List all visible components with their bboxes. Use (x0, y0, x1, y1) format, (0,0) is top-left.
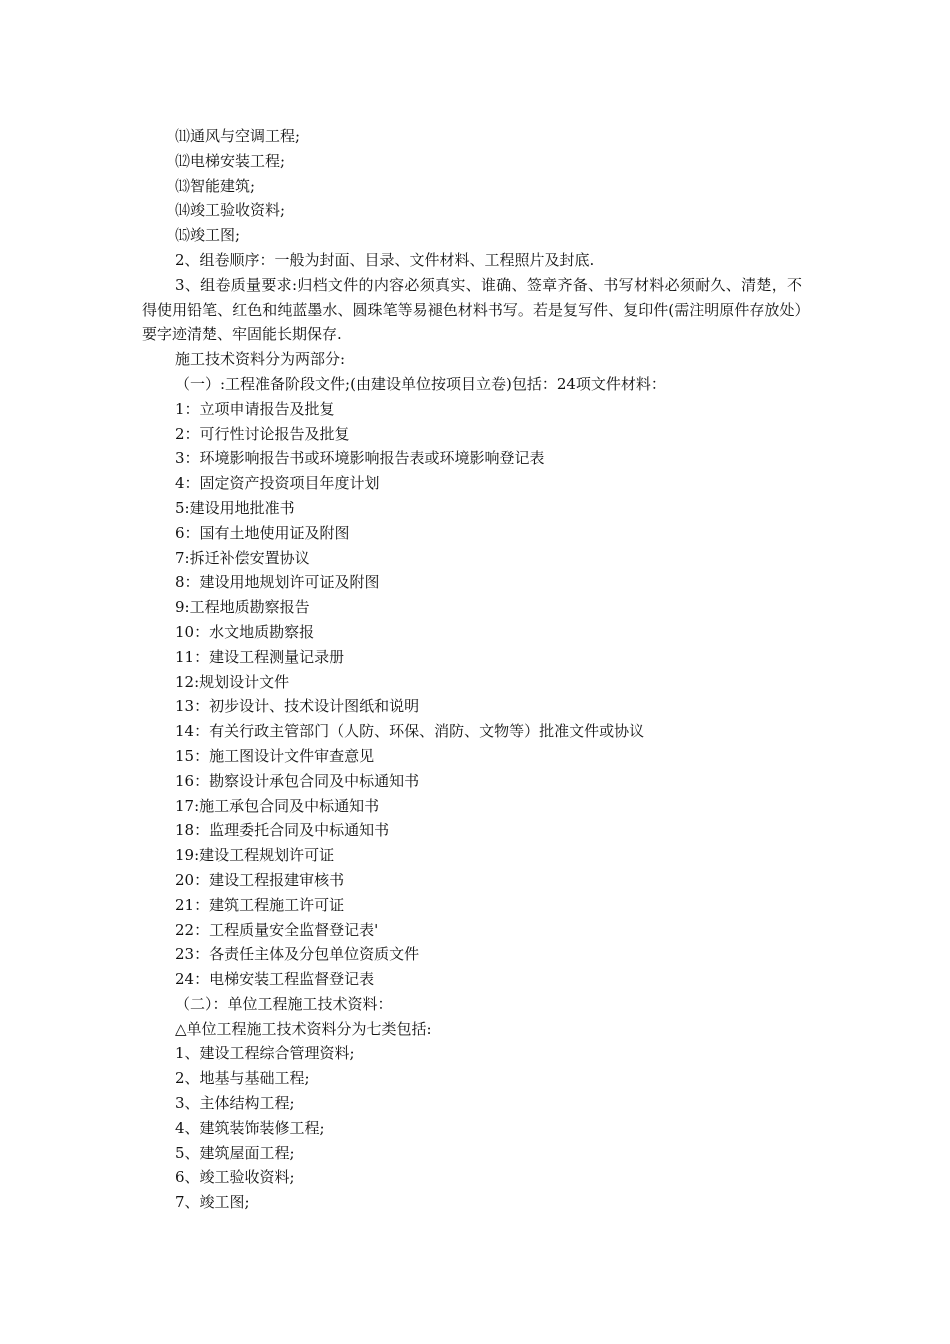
text-line: 2、组卷顺序：一般为封面、目录、文件材料、工程照片及封底. (175, 250, 595, 269)
quality-requirements-paragraph: 3、组卷质量要求:归档文件的内容必须真实、谁确、签章齐备、书写材料必须耐久、清楚，不得使用铅笔、红色和纯蓝墨水、圆珠笔等易褪色材料书写。若是复写件、复印件(需注明原件存放处）要字迹清楚、牢固能长期保存. (142, 275, 802, 344)
text-line: 9:工程地质勘察报告 (175, 598, 310, 617)
text-line: 17:施工承包合同及中标通知书 (175, 796, 380, 815)
top-list (142, 124, 802, 273)
text-line: ⑾通风与空调工程; (175, 127, 301, 145)
text-line: 18：监理委托合同及中标通知书 (175, 821, 390, 840)
text-line: 14：有关行政主管部门（人防、环保、消防、文物等）批准文件或协议 (175, 722, 645, 741)
text-line: 7、竣工图; (175, 1193, 250, 1212)
bottom-list (142, 347, 802, 1215)
text-line: ⒁竣工验收资料; (175, 201, 286, 220)
document-body (142, 124, 802, 1215)
text-line: 21：建筑工程施工许可证 (175, 895, 345, 914)
text-line: （二）：单位工程施工技术资料： (175, 994, 393, 1013)
text-line: 施工技术资料分为两部分: (175, 350, 346, 369)
text-line: 8：建设用地规划许可证及附图 (175, 573, 380, 592)
text-line: （一）:工程准备阶段文件;(由建设单位按项目立卷)包括：24项文件材料： (175, 374, 666, 393)
text-line: 11：建设工程测量记录册 (175, 647, 345, 666)
text-line: ⑿电梯安装工程; (175, 151, 286, 170)
text-line: 19:建设工程规划许可证 (175, 846, 335, 865)
text-line: 4：固定资产投资项目年度计划 (175, 474, 380, 493)
text-line: ⒂竣工图; (175, 226, 241, 245)
text-line: 2：可行性讨论报告及批复 (175, 424, 350, 443)
text-line: 4、建筑装饰装修工程; (175, 1118, 325, 1137)
text-line: 23：各责任主体及分包单位资质文件 (175, 945, 420, 964)
text-line: 5:建设用地批准书 (175, 498, 295, 517)
text-line: △单位工程施工技术资料分为七类包括: (175, 1019, 432, 1038)
text-line: 16：勘察设计承包合同及中标通知书 (175, 771, 420, 790)
text-line: 12:规划设计文件 (175, 672, 290, 691)
text-line: 7:拆迁补偿安置协议 (175, 548, 310, 567)
text-line: 5、建筑屋面工程; (175, 1143, 295, 1162)
text-line: 22：工程质量安全监督登记表' (175, 920, 379, 939)
text-line: 3、主体结构工程; (175, 1094, 295, 1113)
text-line: 6：国有土地使用证及附图 (175, 523, 350, 542)
text-line: 13：初步设计、技术设计图纸和说明 (175, 697, 420, 716)
text-line: 1、建设工程综合管理资料; (175, 1044, 355, 1063)
text-line: 24：电梯安装工程监督登记表 (175, 970, 375, 989)
text-line: ⒀智能建筑; (175, 176, 256, 195)
text-line: 6、竣工验收资料; (175, 1168, 295, 1187)
text-line: 10：水文地质勘察报 (175, 622, 315, 641)
text-line: 3：环境影响报告书或环境影响报告表或环境影响登记表 (175, 449, 545, 468)
text-line: 1：立项申请报告及批复 (175, 399, 335, 418)
text-line: 2、地基与基础工程; (175, 1069, 310, 1088)
text-line: 20：建设工程报建审核书 (175, 870, 345, 889)
text-line: 15：施工图设计文件审查意见 (175, 746, 375, 765)
